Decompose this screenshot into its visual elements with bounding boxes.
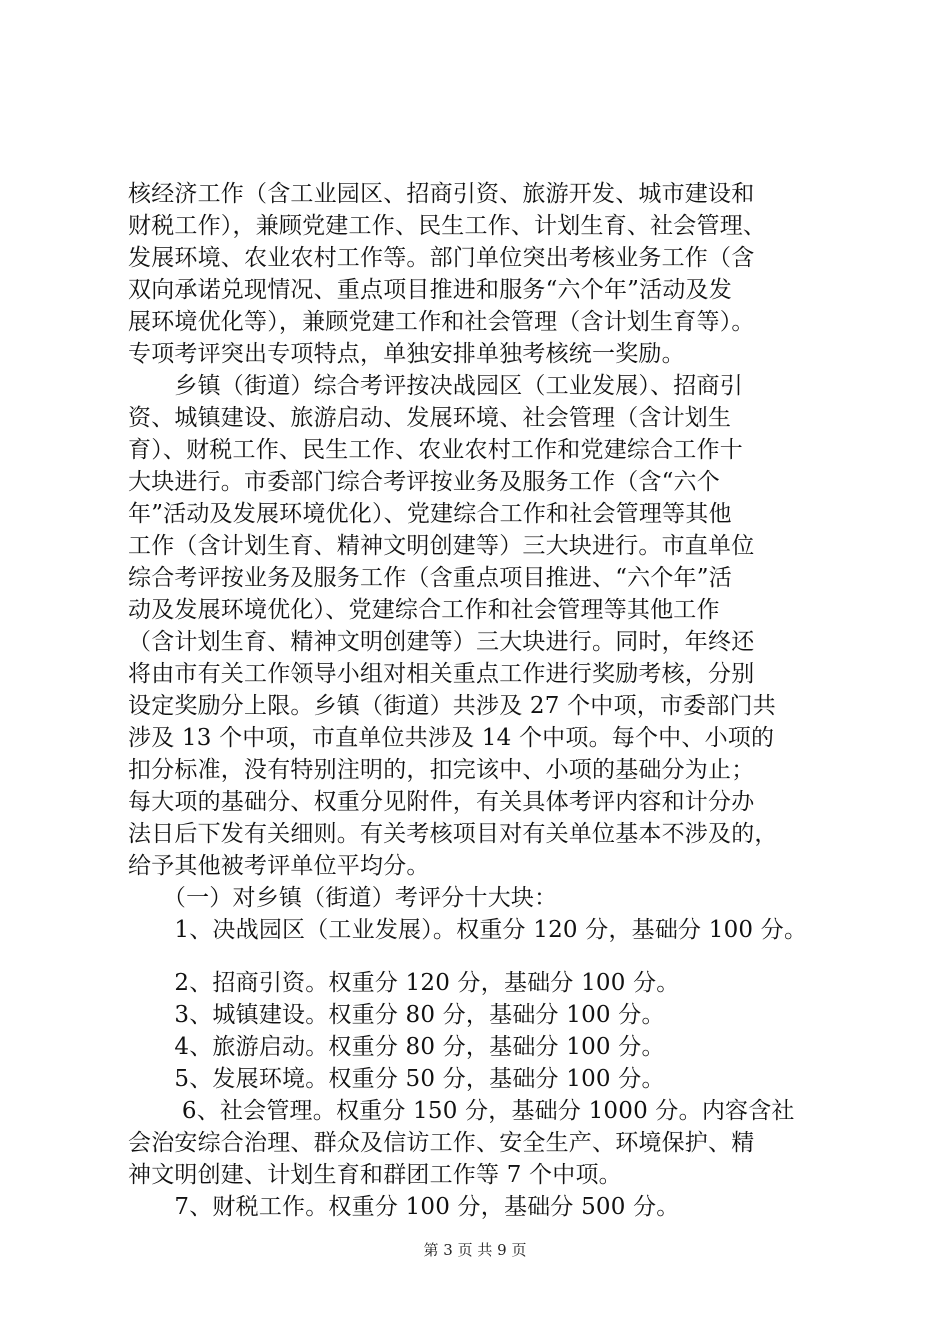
section-heading: （一）对乡镇（街道）考评分十大块： xyxy=(128,885,558,911)
paragraph-line: 专项考评突出专项特点，单独安排单独考核统一奖励。 xyxy=(128,341,685,367)
list-item-continuation: 会治安综合治理、群众及信访工作、安全生产、环境保护、精 xyxy=(128,1130,755,1156)
paragraph-line: 将由市有关工作领导小组对相关重点工作进行奖励考核，分别 xyxy=(128,661,755,687)
list-item: 4、旅游启动。权重分 80 分，基础分 100 分。 xyxy=(128,1034,665,1060)
paragraph-line: 展环境优化等），兼顾党建工作和社会管理（含计划生育等）。 xyxy=(128,309,755,335)
list-item: 2、招商引资。权重分 120 分，基础分 100 分。 xyxy=(128,970,680,996)
paragraph-line: 育）、财税工作、民生工作、农业农村工作和党建综合工作十 xyxy=(128,437,743,463)
list-item: 7、财税工作。权重分 100 分，基础分 500 分。 xyxy=(128,1194,680,1220)
paragraph-line: 设定奖励分上限。乡镇（街道）共涉及 27 个中项，市委部门共 xyxy=(128,693,776,719)
paragraph-line: 给予其他被考评单位平均分。 xyxy=(128,853,430,879)
paragraph-line: 大块进行。市委部门综合考评按业务及服务工作（含“六个 xyxy=(128,469,720,495)
paragraph-line: 财税工作），兼顾党建工作、民生工作、计划生育、社会管理、 xyxy=(128,213,767,239)
list-item: 6、社会管理。权重分 150 分，基础分 1000 分。内容含社 xyxy=(128,1098,795,1124)
list-item-continuation: 神文明创建、计划生育和群团工作等 7 个中项。 xyxy=(128,1162,622,1188)
paragraph-line: 每大项的基础分、权重分见附件，有关具体考评内容和计分办 xyxy=(128,789,755,815)
list-item: 1、决战园区（工业发展）。权重分 120 分，基础分 100 分。 xyxy=(128,917,808,943)
paragraph-line: 扣分标准，没有特别注明的，扣完该中、小项的基础分为止； xyxy=(128,757,755,783)
document-body xyxy=(128,178,850,1223)
paragraph-line: 乡镇（街道）综合考评按决战园区（工业发展）、招商引 xyxy=(128,373,743,399)
paragraph-line: 双向承诺兑现情况、重点项目推进和服务“六个年”活动及发 xyxy=(128,277,732,303)
paragraph-line: 发展环境、农业农村工作等。部门单位突出考核业务工作（含 xyxy=(128,245,755,271)
paragraph-line: 工作（含计划生育、精神文明创建等）三大块进行。市直单位 xyxy=(128,533,755,559)
paragraph-line: 综合考评按业务及服务工作（含重点项目推进、“六个年”活 xyxy=(128,565,732,591)
paragraph-line: 资、城镇建设、旅游启动、发展环境、社会管理（含计划生 xyxy=(128,405,732,431)
paragraph-line: 涉及 13 个中项，市直单位共涉及 14 个中项。每个中、小项的 xyxy=(128,725,775,751)
page-number-footer: 第 3 页 共 9 页 xyxy=(423,1241,527,1259)
blank-line xyxy=(128,946,850,967)
paragraph-line: 核经济工作（含工业园区、招商引资、旅游开发、城市建设和 xyxy=(128,181,755,207)
list-item: 5、发展环境。权重分 50 分，基础分 100 分。 xyxy=(128,1066,665,1092)
paragraph-line: 年”活动及发展环境优化）、党建综合工作和社会管理等其他 xyxy=(128,501,732,527)
paragraph-line: 动及发展环境优化）、党建综合工作和社会管理等其他工作 xyxy=(128,597,720,623)
paragraph-line: （含计划生育、精神文明创建等）三大块进行。同时，年终还 xyxy=(128,629,755,655)
paragraph-line: 法日后下发有关细则。有关考核项目对有关单位基本不涉及的， xyxy=(128,821,778,847)
list-item: 3、城镇建设。权重分 80 分，基础分 100 分。 xyxy=(128,1002,665,1028)
